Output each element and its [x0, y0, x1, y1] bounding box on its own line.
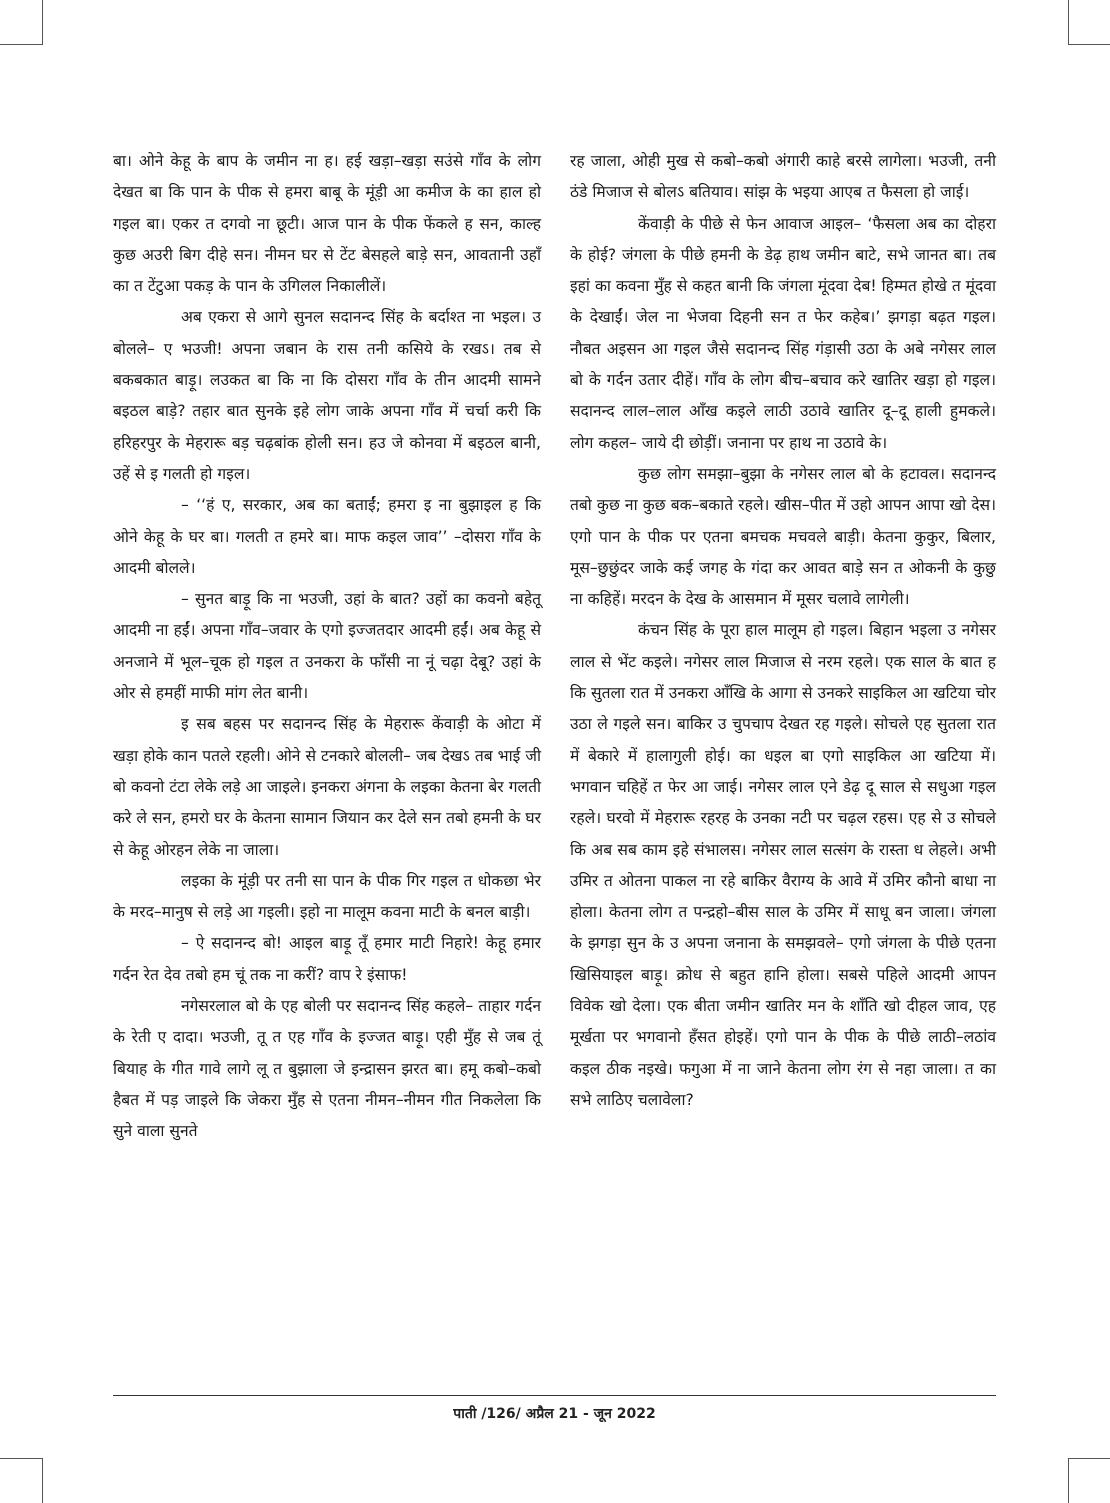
- crop-mark: [42, 0, 43, 45]
- paragraph: रह जाला, ओही मुख से कबो–कबो अंगारी काहे बरसे लागेला। भउजी, तनी ठंडे मिजाज से बोलऽ बतियाव। सांझ के भइया आएब त फैसला हो जाई।: [570, 152, 996, 202]
- crop-mark: [1068, 44, 1110, 45]
- paragraph: कुछ लोग समझा–बुझा के नगेसर लाल बो के हटावल। सदानन्द तबो कुछ ना कुछ बक–बकाते रहले। खीस–पीत में उहो आपन आपा खो देस। एगो पान के पीक पर एतना बमचक मचवले बाड़ी। केतना कुकुर, बिलार, मूस–छुछुंदर जाके कई जगह के गंदा कर आवत बाड़े सन त ओकनी के कुछु ना कहिहें। मरदन के देख के आसमान में मूसर चलावे लागेली।: [570, 464, 996, 609]
- paragraph: अब एकरा से आगे सुनल सदानन्द सिंह के बर्दाश्त ना भइल। उ बोलले– ए भउजी! अपना जबान के रास तनी कसिये के रखऽ। तब से बकबकात बाड़ू। लउकत बा कि ना कि दोसरा गाँव के तीन आदमी सामने बइठल बाड़े? तहार बात सुनके इहे लोग जाके अपना गाँव में चर्चा करी कि हरिहरपुर के मेहरारू बड़ चढ़बांक होली सन। हउ जे कोनवा में बइठल बानी, उहें से इ गलती हो गइल।: [113, 308, 541, 483]
- crop-mark: [0, 1458, 42, 1459]
- crop-mark: [42, 1458, 43, 1503]
- paragraph: केंवाड़ी के पीछे से फेन आवाज आइल– ‘फैसला अब का दोहरा के होई? जंगला के पीछे हमनी के डेढ़ हाथ जमीन बाटे, सभे जानत बा। तब इहां का कवना मुँह से कहत बानी कि जंगला मूंदवा देब! हिम्मत होखे त मूंदवा के देखाईं। जेल ना भेजवा दिहनी सन त फेर कहेब।’ झगड़ा बढ़त गइल। नौबत अइसन आ गइल जैसे सदानन्द सिंह गंड़ासी उठा के अबे नगेसर लाल बो के गर्दन उतार दीहें। गाँव के लोग बीच–बचाव करे खातिर खड़ा हो गइल। सदानन्द लाल–लाल आँख कइले लाठी उठावे खातिर दू–दू हाली हुमकले। लोग कहल– जाये दी छोड़ीं। जनाना पर हाथ ना उठावे के।: [570, 214, 996, 452]
- paragraph: – ऐ सदानन्द बो! आइल बाड़ू तूँ हमार माटी निहारे! केहू हमार गर्दन रेत देव तबो हम चूं तक ना करीं? वाप रे इंसाफ!: [113, 934, 541, 984]
- page-footer: पाती /126/ अप्रैल 21 - जून 2022: [453, 1406, 656, 1422]
- crop-mark: [1068, 0, 1069, 45]
- paragraph: इ सब बहस पर सदानन्द सिंह के मेहरारू केंवाड़ी के ओटा में खड़ा होके कान पतले रहली। ओने से टनकारे बोलली– जब देखऽ तब भाई जी बो कवनो टंटा लेके लड़े आ जाइले। इनकरा अंगना के लइका केतना बेर गलती करे ले सन, हमरो घर के केतना सामान जियान कर देले सन तबो हमनी के घर से केहू ओरहन लेके ना जाला।: [113, 715, 541, 859]
- crop-mark: [1068, 1458, 1069, 1503]
- paragraph: बा। ओने केहू के बाप के जमीन ना ह। हई खड़ा–खड़ा सउंसे गाँव के लोग देखत बा कि पान के पीक से हमरा बाबू के मूंड़ी आ कमीज के का हाल हो गइल बा। एकर त दगवो ना छूटी। आज पान के पीक फेंकले ह सन, काल्ह कुछ अउरी बिग दीहे सन। नीमन घर से टेंट बेसहले बाड़े सन, आवतानी उहाँ का त टेंटुआ पकड़ के पान के उगिलल निकालीलें।: [113, 152, 541, 296]
- crop-mark: [0, 44, 42, 45]
- paragraph: नगेसरलाल बो के एह बोली पर सदानन्द सिंह कहले– ताहार गर्दन के रेती ए दादा। भउजी, तू त एह गाँव के इज्जत बाड़ू। एही मुँह से जब तूं बियाह के गीत गावे लागे लू त बुझाला जे इन्द्रासन झरत बा। हमू कबो–कबो हैबत में पड़ जाइले कि जेकरा मुँह से एतना नीमन–नीमन गीत निकलेला कि सुने वाला सुनते: [113, 997, 541, 1141]
- right-column: [570, 146, 996, 1116]
- paragraph: लइका के मूंड़ी पर तनी सा पान के पीक गिर गइल त धोकछा भेर के मरद–मानुष से लड़े आ गइली। इहो ना मालूम कवना माटी के बनल बाड़ी।: [113, 871, 541, 922]
- crop-mark: [1068, 1458, 1110, 1459]
- footer-rule: [113, 1395, 996, 1396]
- paragraph: – ‘‘हं ए, सरकार, अब का बताईं; हमरा इ ना बुझाइल ह कि ओने केहू के घर बा। गलती त हमरे बा। माफ कइल जाव’’ –दोसरा गाँव के आदमी बोलले।: [113, 496, 541, 577]
- paragraph: कंचन सिंह के पूरा हाल मालूम हो गइल। बिहान भइला उ नगेसर लाल से भेंट कइले। नगेसर लाल मिजाज से नरम रहले। एक साल के बात ह कि सुतला रात में उनकरा आँखि के आगा से उनकरे साइकिल आ खटिया चोर उठा ले गइले सन। बाकिर उ चुपचाप देखत रह गइले। सोचले एह सुतला रात में बेकारे में हालागुली होई। का धइल बा एगो साइकिल आ खटिया में। भगवान चहिहें त फेर आ जाई। नगेसर लाल एने डेढ़ दू साल से सधुआ गइल रहले। घरवो में मेहरारू रहरह के उनका नटी पर चढ़ल रहस। एह से उ सोचले कि अब सब काम इहे संभालस। नगेसर लाल सत्संग के रास्ता ध लेहले। अभी उमिर त ओतना पाकल ना रहे बाकिर वैराग्य के आवे में उमिर कौनो बाधा ना होला। केतना लोग त पन्द्रहो–बीस साल के उमिर में साधू बन जाला। जंगला के झगड़ा सुन के उ अपना जनाना के समझवले– एगो जंगला के पीछे एतना खिसियाइल बाड़ू। क्रोध से बहुत हानि होला। सबसे पहिले आदमी आपन विवेक खो देला। एक बीता जमीन खातिर मन के शाँति खो दीहल जाव, एह मूर्खता पर भगवानो हँसत होइहें। एगो पान के पीक के पीछे लाठी–लठांव कइल ठीक नइखे। फगुआ में ना जाने केतना लोग रंग से नहा जाला। त का सभे लाठिए चलावेला?: [570, 621, 996, 1109]
- paragraph: – सुनत बाड़ू कि ना भउजी, उहां के बात? उहों का कवनो बहेतू आदमी ना हईं। अपना गाँव–जवार के एगो इज्जतदार आदमी हईं। अब केहू से अनजाने में भूल–चूक हो गइल त उनकरा के फाँसी ना नूं चढ़ा देबू? उहां के ओर से हमहीं माफी मांग लेत बानी।: [113, 590, 541, 703]
- left-column: [113, 146, 541, 1148]
